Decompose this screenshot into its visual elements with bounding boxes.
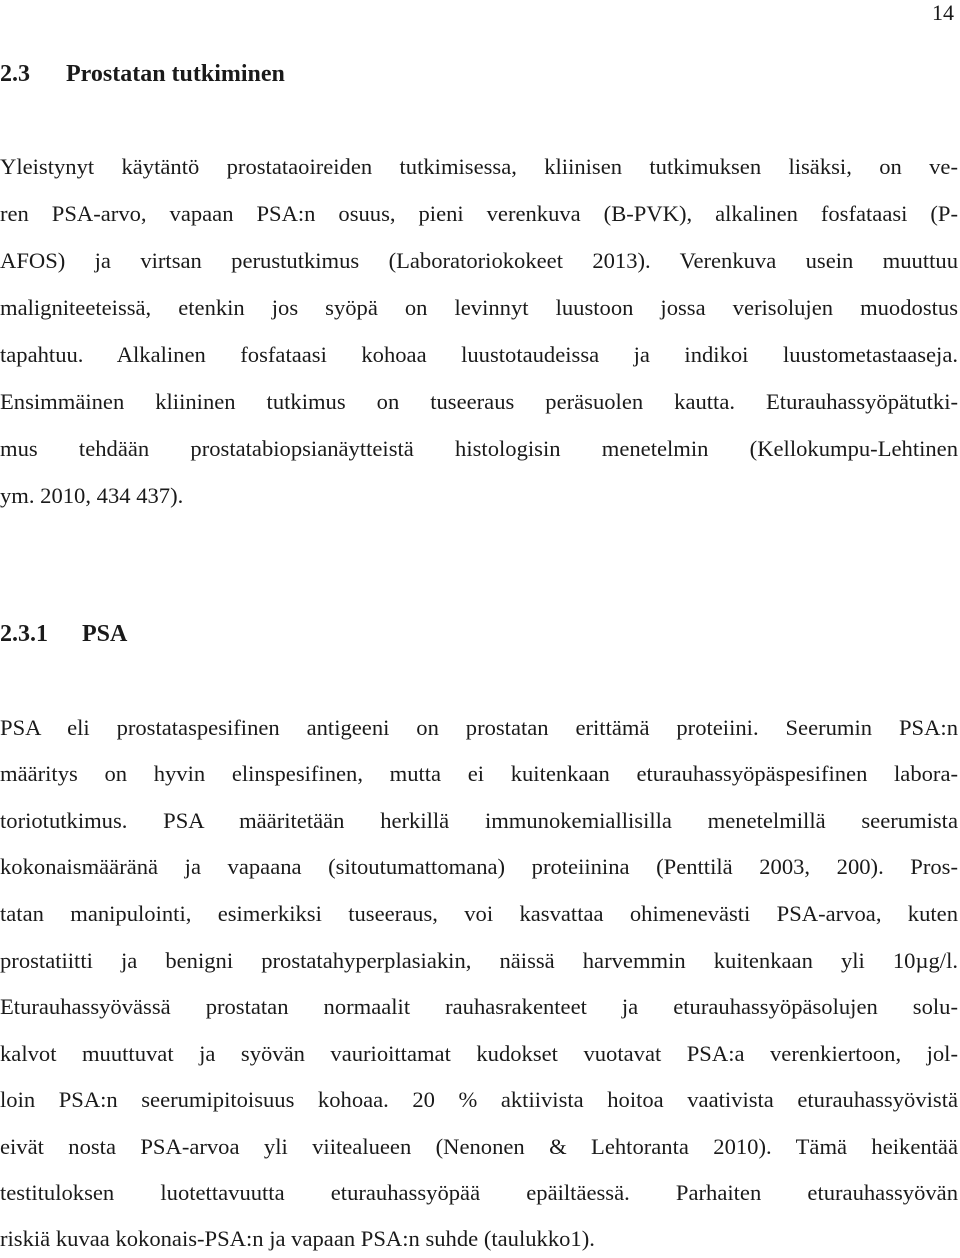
- text-line: toriotutkimus. PSA määritetään herkillä immunokemiallisilla menetelmillä seerumista: [0, 808, 958, 833]
- page-number: 14: [932, 0, 954, 25]
- text-line: AFOS) ja virtsan perustutkimus (Laboratoriokokeet 2013). Verenkuva usein muuttuu: [0, 248, 958, 273]
- text-line: mus tehdään prostatabiopsianäytteistä histologisin menetelmin (Kellokumpu-Lehtinen: [0, 436, 958, 461]
- text-line: maligniteeteissä, etenkin jos syöpä on levinnyt luustoon jossa verisolujen muodostus: [0, 295, 958, 320]
- subsection-title: PSA: [82, 621, 128, 647]
- section-number: 2.3: [0, 61, 30, 87]
- text-line: PSA eli prostataspesifinen antigeeni on prostatan erittämä proteiini. Seerumin PSA:n: [0, 715, 958, 740]
- text-line: riskiä kuvaa kokonais-PSA:n ja vapaan PSA:n suhde (taulukko1).: [0, 1226, 595, 1251]
- text-line: tatan manipulointi, esimerkiksi tuseeraus, voi kasvattaa ohimenevästi PSA-arvoa, kuten: [0, 901, 958, 926]
- text-line: loin PSA:n seerumipitoisuus kohoaa. 20 % aktiivista hoitoa vaativista eturauhassyövistä: [0, 1087, 958, 1112]
- text-line: eivät nosta PSA-arvoa yli viitealueen (Nenonen & Lehtoranta 2010). Tämä heikentää: [0, 1134, 958, 1159]
- text-line: kokonaismääränä ja vapaana (sitoutumattomana) proteiinina (Penttilä 2003, 200). Pros-: [0, 854, 958, 879]
- text-line: prostatiitti ja benigni prostatahyperplasiakin, näissä harvemmin kuitenkaan yli 10µg/l.: [0, 948, 958, 973]
- text-line: Ensimmäinen kliininen tutkimus on tuseeraus peräsuolen kautta. Eturauhassyöpätutki-: [0, 389, 958, 414]
- section-title: Prostatan tutkiminen: [66, 61, 285, 87]
- subsection-heading: [0, 620, 127, 648]
- text-line: Yleistynyt käytäntö prostataoireiden tutkimisessa, kliinisen tutkimuksen lisäksi, on ve-: [0, 154, 958, 179]
- text-line: ym. 2010, 434 437).: [0, 483, 184, 508]
- section-heading: [0, 60, 285, 88]
- text-line: testituloksen luotettavuutta eturauhassyöpää epäiltäessä. Parhaiten eturauhassyövän: [0, 1180, 958, 1205]
- text-line: tapahtuu. Alkalinen fosfataasi kohoaa luustotaudeissa ja indikoi luustometastaaseja.: [0, 342, 958, 367]
- text-line: Eturauhassyövässä prostatan normaalit rauhasrakenteet ja eturauhassyöpäsolujen solu-: [0, 994, 958, 1019]
- text-line: ren PSA-arvo, vapaan PSA:n osuus, pieni verenkuva (B-PVK), alkalinen fosfataasi (P-: [0, 201, 958, 226]
- text-line: määritys on hyvin elinspesifinen, mutta ei kuitenkaan eturauhassyöpäspesifinen labora-: [0, 761, 958, 786]
- subsection-number: 2.3.1: [0, 621, 48, 647]
- text-line: kalvot muuttuvat ja syövän vaurioittamat kudokset vuotavat PSA:a verenkiertoon, jol-: [0, 1041, 958, 1066]
